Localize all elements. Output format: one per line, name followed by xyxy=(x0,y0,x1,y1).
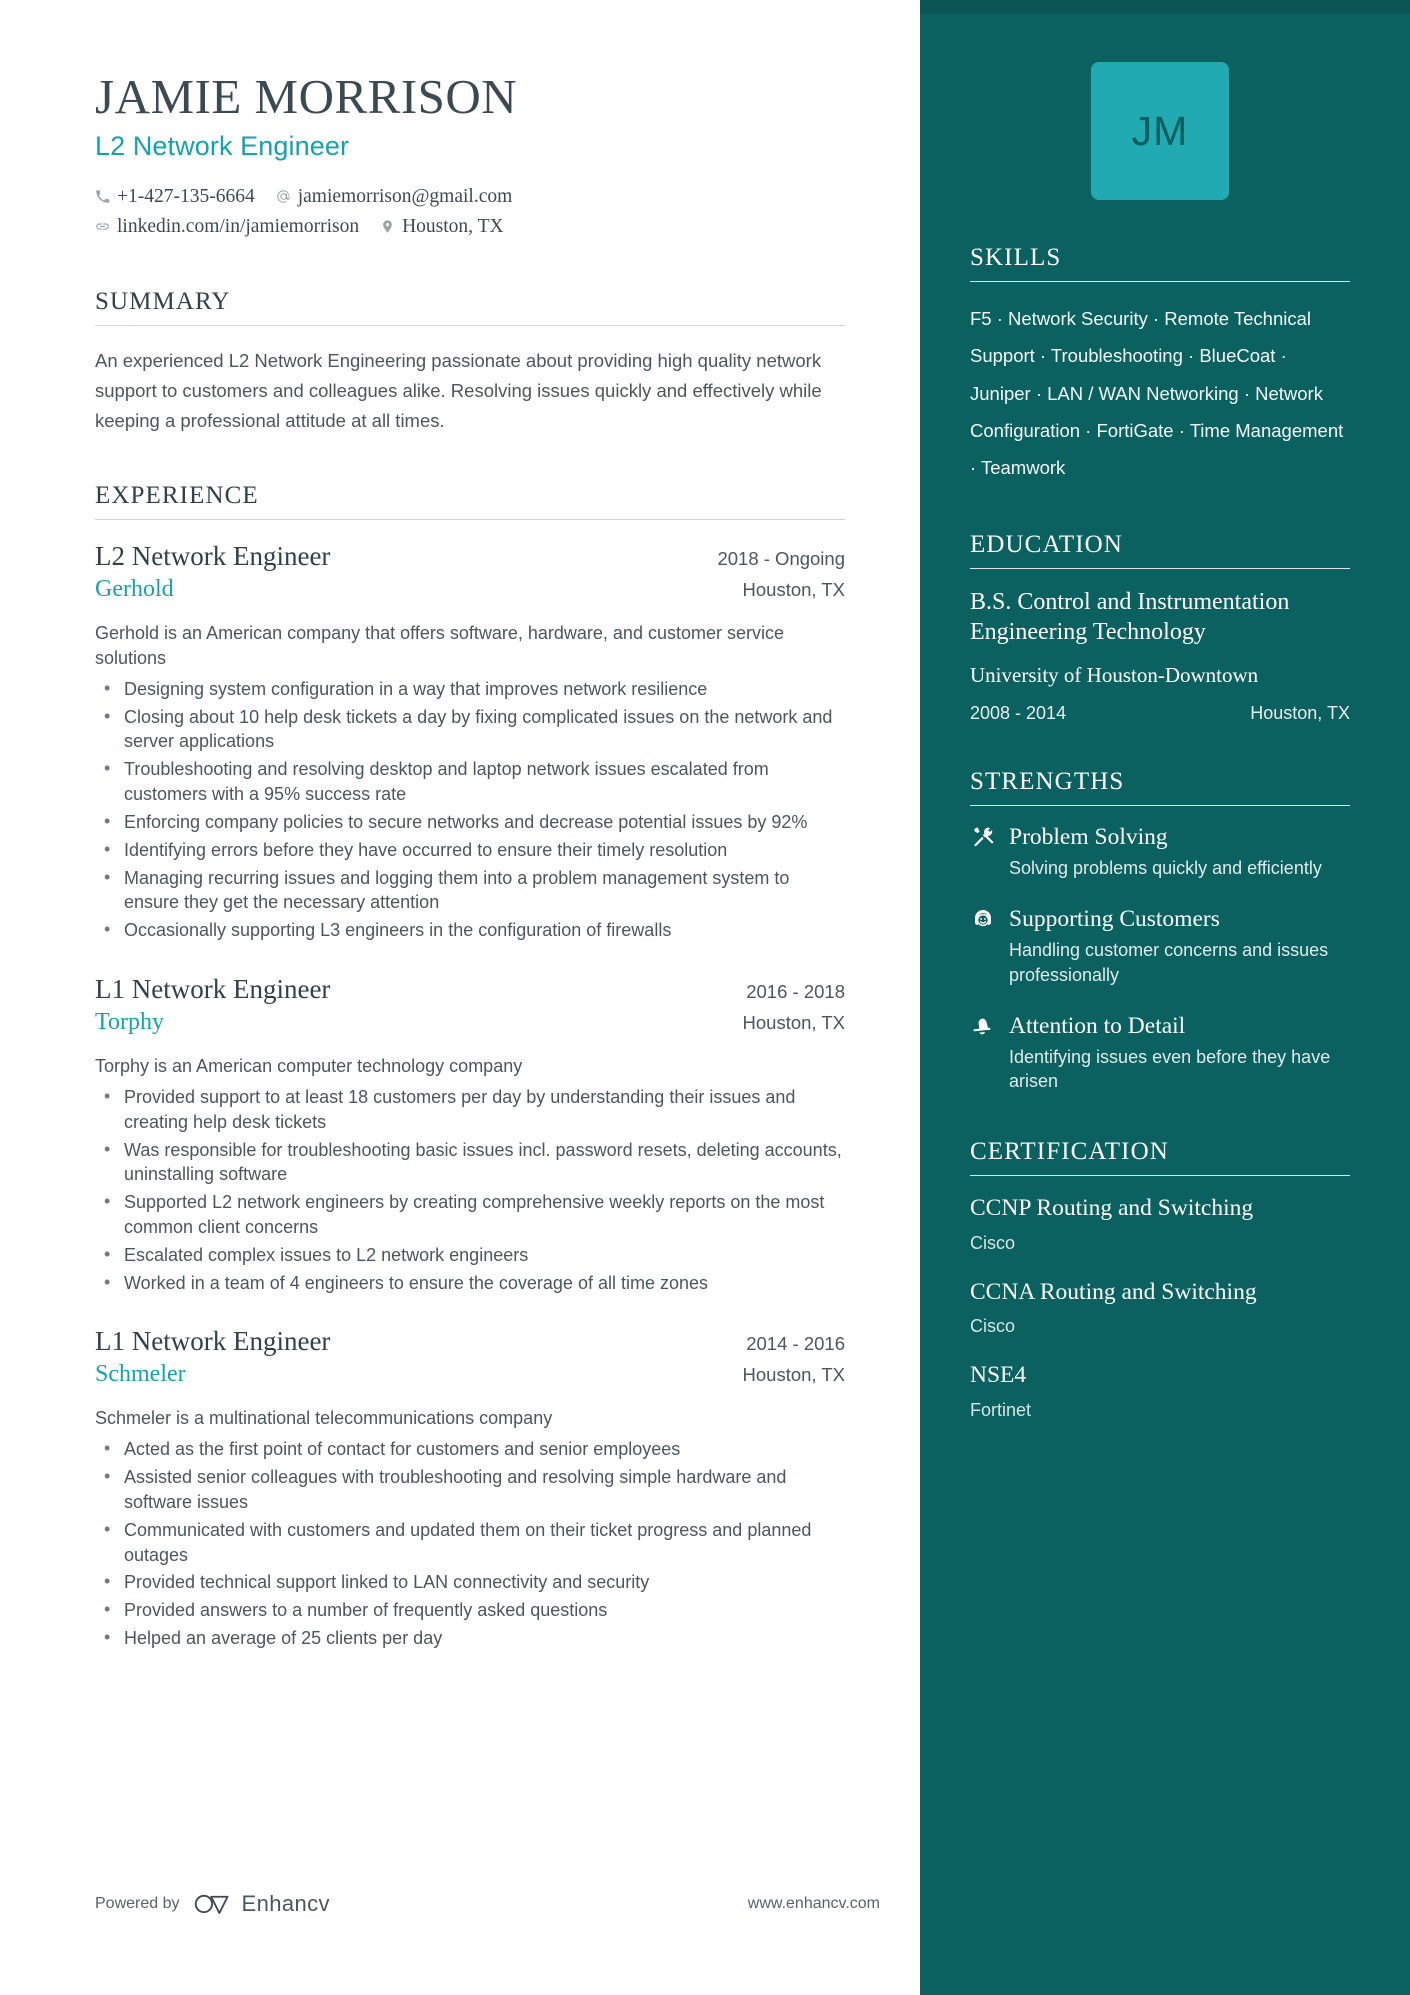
experience-description: Torphy is an American computer technology company xyxy=(95,1056,523,1077)
sidebar xyxy=(920,0,1410,1995)
linkedin-value: linkedin.com/in/jamiemorrison xyxy=(117,216,360,238)
skills-heading: SKILLS xyxy=(970,244,1062,271)
strength-header xyxy=(970,824,1350,851)
contact-line-2 xyxy=(95,212,845,242)
avatar xyxy=(1091,62,1229,200)
enhancv-logo xyxy=(193,1891,330,1917)
strength-item xyxy=(970,906,1350,987)
experience-description: Schmeler is a multinational telecommunications company xyxy=(95,1408,553,1429)
experience-bullet: • Escalated complex issues to L2 network engineers xyxy=(95,1243,845,1268)
strength-item xyxy=(970,824,1350,880)
certification-item xyxy=(970,1194,1350,1254)
experience-bullet: • Worked in a team of 4 engineers to ensure the coverage of all time zones xyxy=(95,1271,845,1296)
certification-name: CCNP Routing and Switching xyxy=(970,1194,1254,1221)
strength-name: Supporting Customers xyxy=(1009,906,1220,933)
education-school: University of Houston-Downtown xyxy=(970,663,1259,688)
certification-org: Cisco xyxy=(970,1316,1016,1337)
bell-icon xyxy=(970,1013,996,1039)
certification-divider xyxy=(970,1175,1350,1176)
avatar-container xyxy=(970,0,1350,200)
education-heading: EDUCATION xyxy=(970,530,1123,558)
skills-divider xyxy=(970,281,1350,282)
experience-divider xyxy=(95,519,845,520)
experience-bullets xyxy=(95,1085,845,1296)
experience-company-row xyxy=(95,1359,845,1390)
experience-company-row xyxy=(95,1007,845,1038)
contact-location xyxy=(380,212,503,242)
link-icon xyxy=(95,219,110,234)
contact-linkedin xyxy=(95,212,359,242)
experience-bullet: • Enforcing company policies to secure networks and decrease potential issues by 92% xyxy=(95,810,845,835)
certification-item xyxy=(970,1278,1350,1338)
certification-heading: CERTIFICATION xyxy=(970,1137,1169,1165)
strengths-heading: STRENGTHS xyxy=(970,767,1125,795)
powered-by-label: Powered by xyxy=(95,1895,180,1912)
certification-org: Fortinet xyxy=(970,1399,1032,1420)
certification-item xyxy=(970,1361,1350,1421)
experience-company: Torphy xyxy=(95,1008,164,1035)
summary-text: An experienced L2 Network Engineering passionate about providing high quality network support to customers and colleagues alike. Resolving issues quickly and effectively while keeping a professional attitude at all times. xyxy=(95,350,822,432)
experience-item xyxy=(95,1325,845,1650)
experience-role: L1 Network Engineer xyxy=(95,1326,331,1357)
experience-bullet: • Managing recurring issues and logging them into a problem management system to ensure they get the necessary attention xyxy=(95,866,845,916)
page-footer xyxy=(95,1891,880,1917)
education-divider xyxy=(970,568,1350,569)
education-degree: B.S. Control and Instrumentation Engineering Technology xyxy=(970,588,1290,646)
strength-header xyxy=(970,906,1350,933)
experience-description: Gerhold is an American company that offers software, hardware, and customer service solutions xyxy=(95,623,784,668)
contact-info xyxy=(95,182,845,242)
experience-dates: 2018 - Ongoing xyxy=(717,548,845,570)
experience-bullet: • Acted as the first point of contact for customers and senior employees xyxy=(95,1437,845,1462)
experience-location: Houston, TX xyxy=(742,1011,845,1033)
strength-header xyxy=(970,1013,1350,1040)
experience-bullet: • Occasionally supporting L3 engineers in the configuration of firewalls xyxy=(95,918,845,943)
experience-dates: 2016 - 2018 xyxy=(746,981,845,1003)
experience-bullet: • Supported L2 network engineers by creating comprehensive weekly reports on the most common client concerns xyxy=(95,1190,845,1240)
experience-role: L2 Network Engineer xyxy=(95,541,331,572)
experience-company: Gerhold xyxy=(95,575,174,602)
strength-name: Attention to Detail xyxy=(1009,1012,1186,1039)
experience-bullet: • Provided answers to a number of frequently asked questions xyxy=(95,1598,845,1623)
education-section xyxy=(970,531,1350,724)
experience-location: Houston, TX xyxy=(742,578,845,600)
experience-section xyxy=(95,482,845,1651)
strength-description: Identifying issues even before they have arisen xyxy=(1009,1046,1331,1092)
experience-company: Schmeler xyxy=(95,1361,186,1388)
sidebar-top-strip xyxy=(920,0,1410,14)
contact-email xyxy=(276,182,513,212)
phone-icon xyxy=(95,189,110,204)
education-meta xyxy=(970,703,1350,724)
experience-bullet: • Closing about 10 help desk tickets a day by fixing complicated issues on the network and server applications xyxy=(95,705,845,755)
skills-list: F5 · Network Security · Remote Technical Support · Troubleshooting · BlueCoat · Juniper · LAN / WAN Networking · Network Configuration · FortiGate · Time Management · Teamwork xyxy=(970,308,1344,479)
page-title: JAMIE MORRISON xyxy=(95,69,518,124)
education-dates: 2008 - 2014 xyxy=(970,702,1067,723)
hammer-wrench-icon xyxy=(970,824,996,850)
experience-bullet: • Provided support to at least 18 customers per day by understanding their issues and creating help desk tickets xyxy=(95,1085,845,1135)
strengths-section xyxy=(970,768,1350,1094)
experience-bullet: • Was responsible for troubleshooting basic issues incl. password resets, deleting accounts, uninstalling software xyxy=(95,1138,845,1188)
skills-section xyxy=(970,244,1350,487)
experience-title-row xyxy=(95,1325,845,1359)
experience-location: Houston, TX xyxy=(742,1364,845,1386)
certification-section xyxy=(970,1138,1350,1421)
powered-by-block xyxy=(95,1891,330,1917)
enhancv-wordmark: Enhancv xyxy=(241,1891,330,1916)
strength-name: Problem Solving xyxy=(1009,823,1168,850)
email-value: jamiemorrison@gmail.com xyxy=(297,185,513,207)
experience-bullet: • Helped an average of 25 clients per day xyxy=(95,1626,845,1651)
experience-bullet: • Assisted senior colleagues with troubleshooting and resolving simple hardware and software issues xyxy=(95,1465,845,1515)
strength-description: Solving problems quickly and efficiently xyxy=(1009,857,1322,878)
summary-heading: SUMMARY xyxy=(95,288,231,316)
experience-heading: EXPERIENCE xyxy=(95,482,259,510)
experience-bullets xyxy=(95,677,845,943)
certification-name: CCNA Routing and Switching xyxy=(970,1278,1257,1305)
footer-url: www.enhancv.com xyxy=(747,1895,880,1912)
phone-value: +1-427-135-6664 xyxy=(117,185,255,207)
experience-bullet: • Communicated with customers and updated them on their ticket progress and planned outages xyxy=(95,1518,845,1568)
experience-item xyxy=(95,973,845,1295)
experience-item xyxy=(95,540,845,943)
job-title: L2 Network Engineer xyxy=(95,130,350,161)
summary-divider xyxy=(95,325,845,326)
strength-description: Handling customer concerns and issues professionally xyxy=(1009,940,1329,985)
experience-bullet: • Provided technical support linked to LAN connectivity and security xyxy=(95,1570,845,1595)
experience-role: L1 Network Engineer xyxy=(95,974,331,1005)
map-pin-icon xyxy=(380,219,395,234)
at-sign-icon xyxy=(276,189,291,204)
contact-phone xyxy=(95,182,255,212)
certification-org: Cisco xyxy=(970,1232,1016,1253)
avatar-initials: JM xyxy=(1131,107,1189,154)
education-location: Houston, TX xyxy=(1250,702,1350,723)
enhancv-mark-icon xyxy=(193,1892,233,1916)
experience-title-row xyxy=(95,540,845,574)
experience-company-row xyxy=(95,574,845,605)
experience-bullet: • Troubleshooting and resolving desktop and laptop network issues escalated from customers with a 95% success rate xyxy=(95,757,845,807)
headset-support-icon xyxy=(970,907,996,933)
experience-bullet: • Identifying errors before they have occurred to ensure their timely resolution xyxy=(95,838,845,863)
contact-line-1 xyxy=(95,182,845,212)
experience-title-row xyxy=(95,973,845,1007)
location-value: Houston, TX xyxy=(402,216,504,238)
experience-bullet: • Designing system configuration in a way that improves network resilience xyxy=(95,677,845,702)
experience-dates: 2014 - 2016 xyxy=(746,1333,845,1355)
strength-item xyxy=(970,1013,1350,1094)
certification-name: NSE4 xyxy=(970,1362,1027,1389)
summary-section xyxy=(95,288,845,436)
strengths-divider xyxy=(970,805,1350,806)
experience-bullets xyxy=(95,1437,845,1651)
